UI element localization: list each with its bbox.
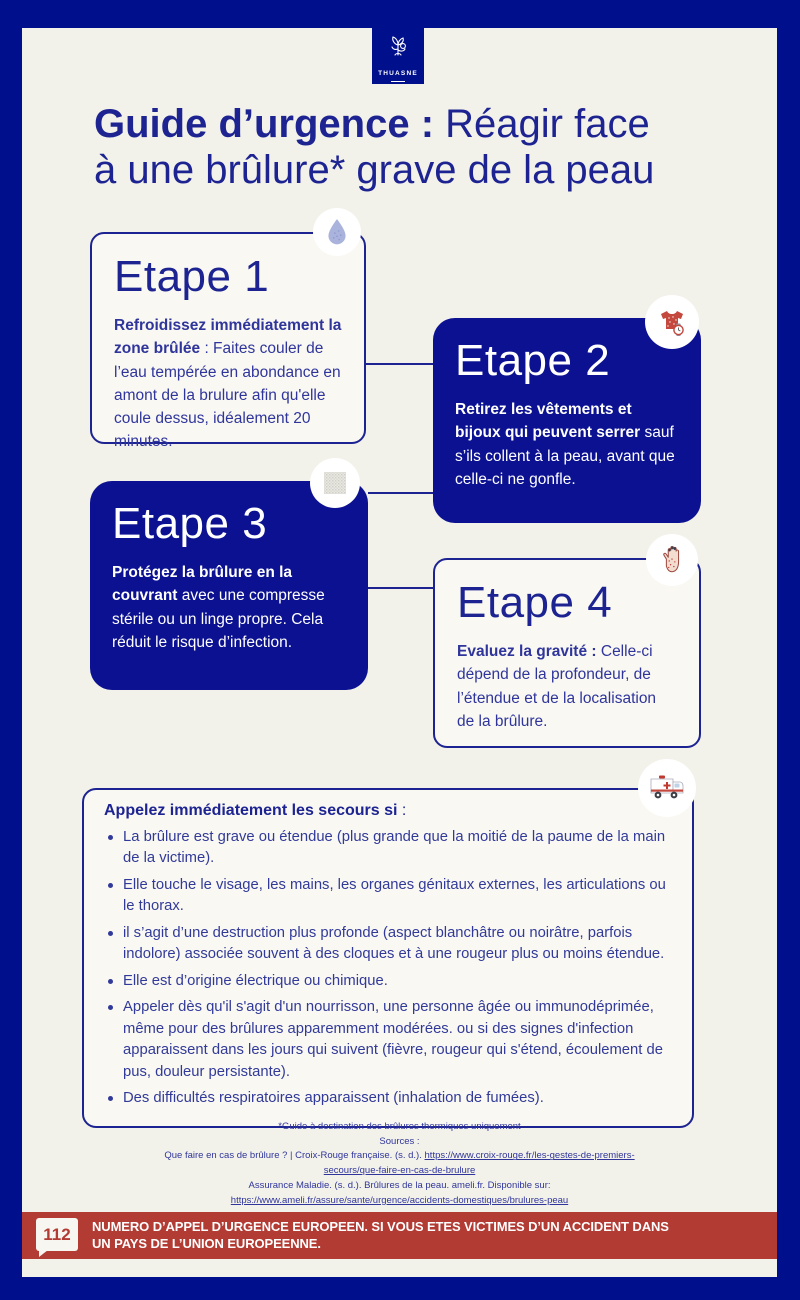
- footnote-scope: *Guide à destination des brûlures thermiques uniquement: [278, 1121, 521, 1132]
- title-line-1: Guide d’urgence : Réagir face: [94, 102, 650, 146]
- footnotes: [22, 1120, 777, 1208]
- brand-underline: [391, 81, 405, 82]
- banner-text: [92, 1219, 669, 1253]
- step-card-4: [433, 558, 701, 748]
- bullet-item: il s’agit d’une destruction plus profonde (aspect blanchâtre ou noirâtre, parfois indolore) associée souvent à des cloques et à une rougeur plus ou moins étendue.: [96, 923, 672, 966]
- connector-line-step3-step4: [368, 587, 433, 589]
- title-line-2: à une brûlure* grave de la peau: [94, 147, 655, 192]
- gauze-icon: [310, 458, 360, 508]
- thuasne-logo-icon: [383, 33, 413, 68]
- connector-line-step1-step2: [366, 363, 433, 365]
- source-link-croix-rouge-2[interactable]: secours/que-faire-en-cas-de-brulure: [323, 1165, 476, 1177]
- emergency-bullet-list: [96, 827, 672, 1109]
- bullet-item: Appeler dès qu'il s'agit d'un nourrisson, une personne âgée ou immunodéprimée, même pour des brûlures apparemment modérées. ou si des signes d'infection apparaissent dans les jours qui suivent (fièvre, rougeur qui s'étend, écoulement de pus, douleur persistante).: [96, 997, 672, 1083]
- content-area: [22, 28, 777, 1277]
- source-ameli-link-wrap: [22, 1194, 777, 1209]
- emergency-banner: [22, 1212, 777, 1259]
- step-3-description: Protégez la brûlure en la couvrant avec une compresse stérile ou un linge propre. Cela réduit le risque d’infection.: [112, 564, 325, 651]
- source-ameli: Assurance Maladie. (s. d.). Brûlures de la peau. ameli.fr. Disponible sur:: [248, 1179, 551, 1191]
- emergency-card: [82, 788, 694, 1128]
- page-title: [94, 102, 754, 193]
- emergency-heading: Appelez immédiatement les secours si :: [104, 802, 407, 819]
- step-1-title: Etape 1: [114, 252, 270, 301]
- source-croix-rouge-link-wrap: [22, 1164, 777, 1179]
- step-2-description: Retirez les vêtements et bijoux qui peuvent serrer sauf s’ils collent à la peau, avant que celle-ci ne gonfle.: [455, 401, 675, 488]
- step-card-3: [90, 481, 368, 690]
- bullet-item: Elle touche le visage, les mains, les organes génitaux externes, les articulations ou le thorax.: [96, 875, 672, 918]
- step-card-1: [90, 232, 366, 451]
- banner-text-line-2: UN PAYS DE L’UNION EUROPEENNE.: [92, 1235, 321, 1251]
- connector-line-step3-step2: [368, 492, 433, 494]
- source-link-croix-rouge[interactable]: https://www.croix-rouge.fr/les-gestes-de-premiers-: [424, 1150, 635, 1162]
- bullet-item: La brûlure est grave ou étendue (plus grande que la moitié de la paume de la main de la victime).: [96, 827, 672, 870]
- brand-name: THUASNE: [378, 70, 418, 77]
- step-4-title: Etape 4: [457, 578, 613, 627]
- water-drop-icon: [313, 208, 361, 256]
- ambulance-icon: [638, 759, 696, 817]
- hand-icon: [646, 534, 698, 586]
- step-1-description: Refroidissez immédiatement la zone brûlée : Faites couler de l’eau tempérée en abondance en amont de la brulure afin qu'elle coule dessus, idéalement 20 minutes.: [114, 317, 342, 451]
- tshirt-watch-icon: [645, 295, 699, 349]
- step-card-2: [433, 318, 701, 523]
- step-3-title: Etape 3: [112, 499, 268, 548]
- step-4-description: Evaluez la gravité : Celle-ci dépend de la profondeur, de l’étendue et de la localisation de la brûlure.: [457, 643, 657, 730]
- source-croix-rouge: Que faire en cas de brûlure ? | Croix-Rouge française. (s. d.). https://www.croix-rouge.fr/les-gestes-de-premiers-: [164, 1150, 635, 1162]
- emergency-number-badge: 112: [36, 1218, 78, 1251]
- step-2-title: Etape 2: [455, 336, 611, 385]
- bullet-item: Elle est d’origine électrique ou chimique.: [96, 971, 672, 992]
- brand-logo: [372, 28, 424, 84]
- sources-label: Sources :: [379, 1135, 420, 1147]
- source-link-ameli[interactable]: https://www.ameli.fr/assure/sante/urgence/accidents-domestiques/brulures-peau: [230, 1194, 569, 1206]
- bullet-item: Des difficultés respiratoires apparaissent (inhalation de fumées).: [96, 1088, 672, 1109]
- banner-text-line-1: NUMERO D’APPEL D’URGENCE EUROPEEN. SI VOUS ETES VICTIMES D’UN ACCIDENT DANS: [92, 1219, 669, 1234]
